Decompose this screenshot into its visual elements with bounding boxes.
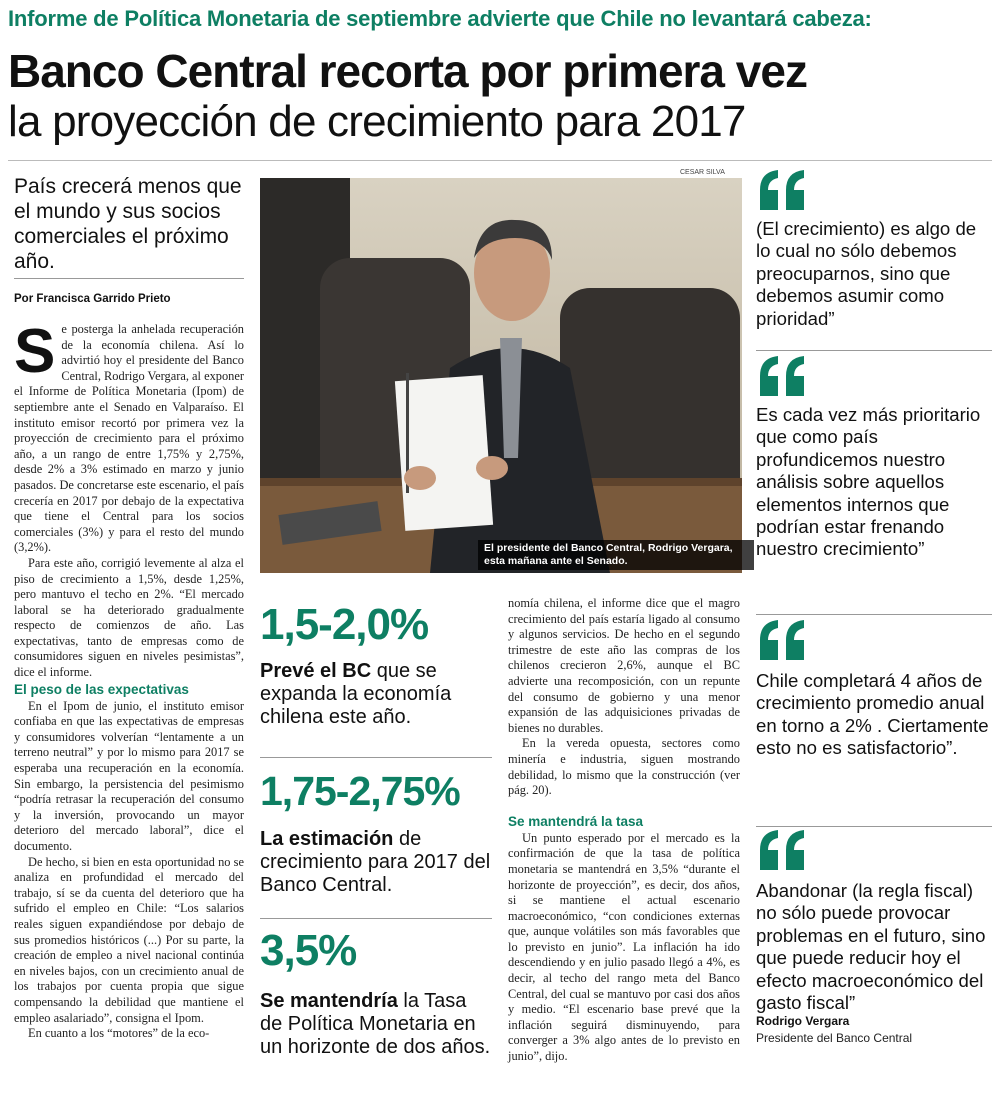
body-column-3 xyxy=(508,596,740,1065)
body-paragraph: Para este año, corrigió levemente al alza el piso de crecimiento a 1,5%, desde 1,25%, pero mantuvo el techo en 2%. “El mercado laboral se ha deteriorado gradualmente respecto de comienzos de año. Las expectativas, tanto de empresas como de consumidores siguen en niveles pesimistas”, dice el informe. xyxy=(14,555,244,680)
stat-description xyxy=(260,828,492,897)
pull-quote-1 xyxy=(756,166,994,330)
stat-text: de crecimiento para 2017 del Banco Central. xyxy=(260,828,491,896)
body-paragraph: Un punto esperado por el mercado es la confirmación de que la tasa de política monetaria se mantendrá en 3,5% “durante el horizonte de proyección”, es decir, dos años, si se mantiene el actual escenario macroeconómico, “con condiciones externas que, aunque volátiles son más favorables que lo previsto en junio”. La inflación ha ido descendiendo y en julio pasado llegó a 4%, es decir, al techo del rango meta del Banco Central, del cual se mantuvo por casi dos años y medio. “El escenario base prevé que la inflación seguirá disminuyendo, para converger a 3% algo antes de lo previsto en junio”, dijo. xyxy=(508,830,740,1064)
body-column-1 xyxy=(14,317,244,1042)
photo-credit: CESAR SILVA xyxy=(680,169,725,176)
headline-line-2: la proyección de crecimiento para 2017 xyxy=(8,97,746,146)
stat-lead: Prevé el BC xyxy=(260,660,372,682)
body-paragraph: e posterga la anhelada recuperación de la economía chilena. Así lo advirtió hoy el presidente del Banco Central, Rodrigo Vergara, al exponer el Informe de Política Monetaria (Ipom) de septiembre ante el Senado en Valparaíso. El instituto emisor recortó por primera vez la proyección de crecimiento para el próximo año, a un rango de entre 1,75% y 2,75%, desde 2% a 3% estimado en marzo y junio pasados. De concretarse este escenario, el país crecería en 2017 por debajo de la expectativa que tiene el Central para los socios comerciales (3%) y para el resto del mundo (3,2%). xyxy=(14,322,244,555)
stat-block-2 xyxy=(260,766,492,897)
photo-caption: El presidente del Banco Central, Rodrigo Vergara, esta mañana ante el Senado. xyxy=(478,540,754,570)
quote-text: Abandonar (la regla fiscal) no sólo puede provocar problemas en el futuro, sino que puede reducir hoy el efecto macroeconómico del gasto fiscal” xyxy=(756,880,986,1014)
quote-text: (El crecimiento) es algo de lo cual no sólo debemos preocuparnos, sino que debemos asumir como prioridad” xyxy=(756,218,977,329)
body-paragraph: nomía chilena, el informe dice que el magro crecimiento del país estaría ligado al consumo y algunos servicios. De hecho en el segundo trimestre de este año las compras de los chilenos crecieron 2,6%, aunque el BC advierte una recomposición, con un repunte del consumo de gobierno y una menor expansión de las adquisiciones privadas de bienes no durables. xyxy=(508,596,740,735)
quote-attribution-name: Rodrigo Vergara xyxy=(756,1014,850,1029)
body-paragraph: De hecho, si bien en esta oportunidad no se analiza en profundidad el mercado del trabajo, sí se da cuenta del deterioro que ha sufrido el empleo en Chile: “Los salarios reales siguen expandiéndose por debajo de sus promedios históricos (...) Por su parte, la creación de empleo a nivel nacional continúa en niveles bajos, con un crecimiento anual de los trabajos por cuenta propia que sigue compensando la debilidad que mantiene el empleo asalariado”, consigna el Ipom. xyxy=(14,854,244,1025)
article-subhead: País crecerá menos que el mundo y sus socios comerciales el próximo año. xyxy=(14,175,242,273)
stat-number: 1,5-2,0% xyxy=(260,600,429,649)
stat-text: la Tasa de Política Monetaria en un horizonte de dos años. xyxy=(260,990,491,1058)
pull-quote-2 xyxy=(756,352,994,561)
stat-number: 3,5% xyxy=(260,926,357,975)
quote-text: Chile completará 4 años de crecimiento promedio anual en torno a 2% . Ciertamente esto no es satisfactorio”. xyxy=(756,670,989,759)
quote-mark-icon xyxy=(756,616,810,666)
header-divider xyxy=(8,160,992,161)
article-kicker: Informe de Política Monetaria de septiembre advierte que Chile no levantará cabeza: xyxy=(8,6,872,31)
stat-description xyxy=(260,990,492,1059)
quote-divider xyxy=(756,614,992,615)
byline: Por Francisca Garrido Prieto xyxy=(14,293,171,305)
stat-block-1 xyxy=(260,600,492,729)
body-paragraph: En la vereda opuesta, sectores como minería e industria, siguen mostrando debilidad, lo mismo que la construcción (ver pág. 20). xyxy=(508,736,740,798)
section-heading-expectativas: El peso de las expectativas xyxy=(14,681,189,697)
pull-quote-3 xyxy=(756,616,994,760)
stat-lead: Se mantendría xyxy=(260,990,398,1012)
body-paragraph: En cuanto a los “motores” de la eco- xyxy=(28,1026,210,1041)
stat-number: 1,75-2,75% xyxy=(260,768,460,814)
stat-lead: La estimación xyxy=(260,828,394,850)
headline-line-1: Banco Central recorta por primera vez xyxy=(8,45,807,97)
quote-mark-icon xyxy=(756,166,810,216)
quote-attribution-role: Presidente del Banco Central xyxy=(756,1031,913,1046)
stat-text: que se expanda la economía chilena este año. xyxy=(260,660,452,728)
quote-mark-icon xyxy=(756,826,810,876)
quote-divider xyxy=(756,350,992,351)
photo-illustration xyxy=(260,178,742,573)
stat-description xyxy=(260,660,492,729)
pull-quote-4 xyxy=(756,826,994,1045)
quote-text: Es cada vez más prioritario que como país profundicemos nuestro análisis sobre aquellos elementos internos que podrían estar frenando nuestro crecimiento” xyxy=(756,404,981,560)
stat-block-3 xyxy=(260,926,492,1059)
article-photo xyxy=(260,178,742,573)
stat-divider xyxy=(260,757,492,758)
section-heading-tasa: Se mantendrá la tasa xyxy=(508,813,644,829)
quote-mark-icon xyxy=(756,352,810,402)
subhead-divider xyxy=(14,278,244,279)
stat-divider xyxy=(260,918,492,919)
drop-cap: S xyxy=(14,317,56,386)
body-paragraph: En el Ipom de junio, el instituto emisor confiaba en que las expectativas de empresas y consumidores volverían “lentamente a un terreno neutral” y por lo mismo para 2017 se esperaba una recuperación en la economía. Sin embargo, la persistencia del pesimismo “podría retrasar la recuperación del consumo y la inversión, provocando un mayor deterioro del mercado laboral”, dice el documento. xyxy=(14,698,244,853)
